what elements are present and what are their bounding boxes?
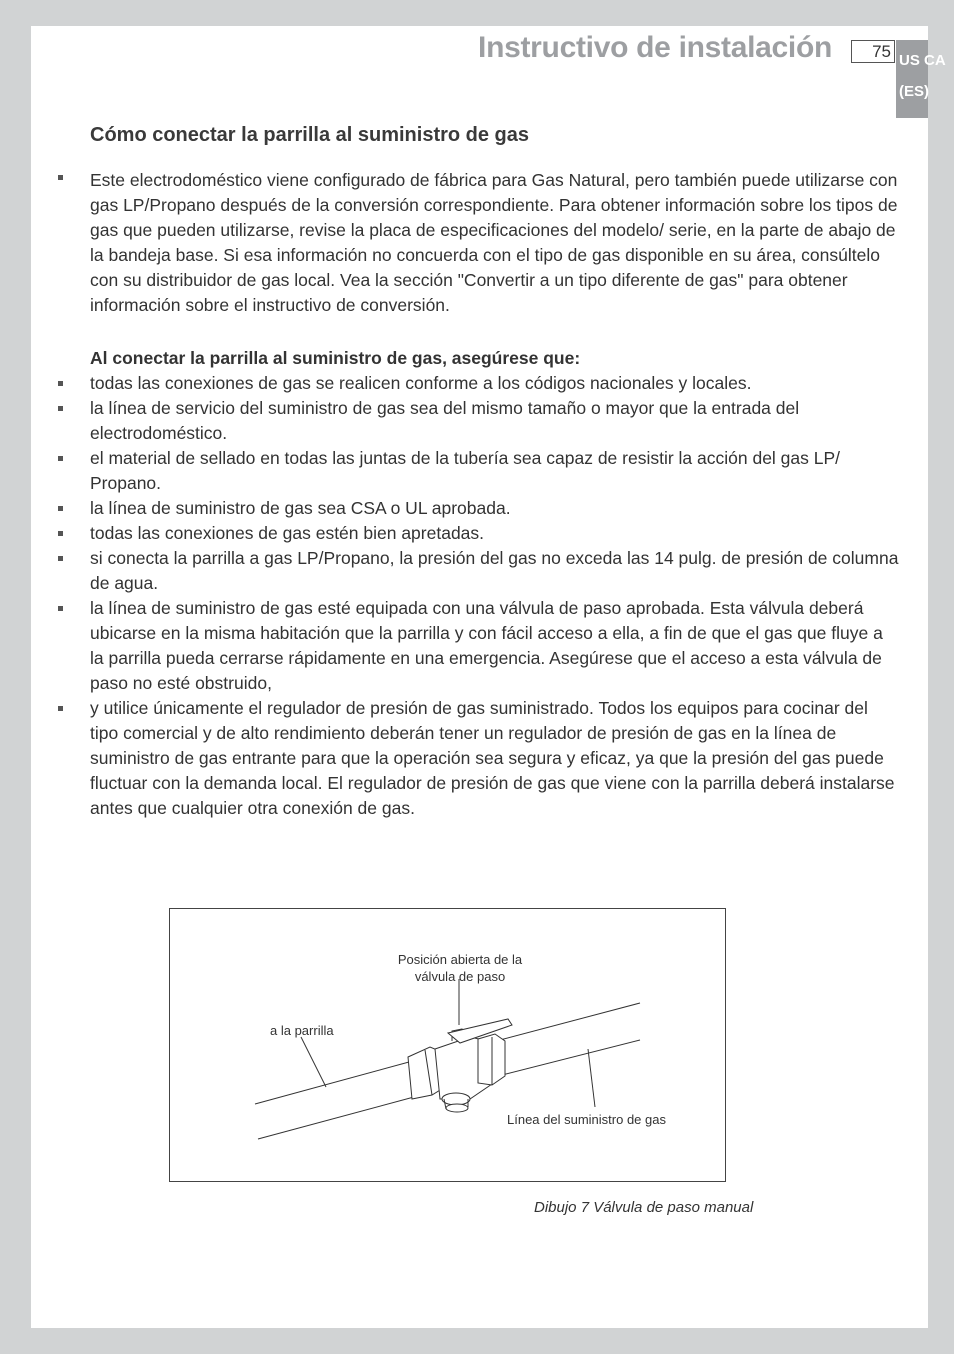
- bullet-icon: [58, 506, 63, 511]
- language-tab-line1: US CA: [899, 52, 946, 69]
- language-tab: [896, 40, 946, 118]
- bullet-icon: [58, 706, 63, 711]
- label-to-grill: a la parrilla: [270, 1023, 334, 1038]
- figure-caption: Dibujo 7 Válvula de paso manual: [534, 1199, 754, 1216]
- pipe-edge: [500, 1003, 640, 1040]
- checklist-heading: Al conectar la parrilla al suministro de gas, asegúrese que:: [90, 348, 581, 368]
- list-item: [90, 696, 900, 821]
- list-item: [90, 496, 900, 521]
- valve-outlet: [446, 1104, 468, 1112]
- list-item-text: la línea de suministro de gas sea CSA o UL aprobada.: [90, 498, 511, 518]
- language-tab-line2: (ES): [899, 83, 929, 100]
- list-item: [90, 596, 900, 696]
- checklist: [90, 371, 900, 821]
- page-title: Instructivo de instalación: [478, 31, 832, 64]
- label-valve-open-line2: válvula de paso: [414, 969, 506, 984]
- list-item: [90, 371, 900, 396]
- page-number: 75: [851, 40, 895, 63]
- bullet-icon: [58, 531, 63, 536]
- leader-grill: [301, 1037, 326, 1087]
- label-valve-open: [370, 951, 550, 985]
- intro-bullet-icon: [58, 175, 63, 180]
- valve-figure: [169, 908, 726, 1182]
- label-valve-open-line1: Posición abierta de la: [397, 952, 523, 967]
- pipe-edge: [258, 1094, 425, 1139]
- list-item: [90, 396, 900, 446]
- intro-paragraph: Este electrodoméstico viene configurado de fábrica para Gas Natural, pero también puede utilizarse con gas LP/Propano después de la conversión correspondiente. Para obtener información sobre los tipos de gas que pueden utilizarse, revise la placa de especificaciones del modelo/ serie, en la parte de abajo de la bandeja base. Si esa información no concuerda con el tipo de gas disponible en su área, consúltelo con su distribuidor de gas local. Vea la sección "Convertir a un tipo diferente de gas" para obtener información sobre el instructivo de conversión.: [90, 170, 898, 315]
- list-item: [90, 446, 900, 496]
- pipe-edge: [502, 1040, 640, 1075]
- pipe-edge: [255, 1059, 420, 1104]
- bullet-icon: [58, 381, 63, 386]
- list-item-text: la línea de suministro de gas esté equipada con una válvula de paso aprobada. Esta válvula deberá ubicarse en la misma habitación que la parrilla y con fácil acceso a ella, a fin de que el gas que fluye a la parrilla pueda cerrarse rápidamente en una emergencia. Asegúrese que el acceso a esta válvula de paso no esté obstruido,: [90, 598, 883, 693]
- bullet-icon: [58, 606, 63, 611]
- valve-bottom: [442, 1093, 470, 1105]
- list-item: [90, 546, 900, 596]
- bullet-icon: [58, 406, 63, 411]
- list-item-text: si conecta la parrilla a gas LP/Propano, la presión del gas no exceda las 14 pulg. de presión de columna de agua.: [90, 548, 899, 593]
- bullet-icon: [58, 556, 63, 561]
- list-item: [90, 521, 900, 546]
- list-item-text: y utilice únicamente el regulador de presión de gas suministrado. Todos los equipos para cocinar del tipo comercial y de alto rendimiento deberán tener un regulador de presión de gas en la línea de suministro de gas entrante para que la operación sea segura y eficaz, ya que la presión del gas puede fluctuar con la demanda local. El regulador de presión de gas que viene con la parrilla deberá instalarse antes que cualquier otra conexión de gas.: [90, 698, 895, 818]
- section-heading: Cómo conectar la parrilla al suministro de gas: [90, 124, 530, 146]
- list-item-text: todas las conexiones de gas estén bien apretadas.: [90, 523, 485, 543]
- label-supply-line: Línea del suministro de gas: [507, 1112, 666, 1127]
- list-item-text: todas las conexiones de gas se realicen conforme a los códigos nacionales y locales.: [90, 373, 752, 393]
- list-item-text: el material de sellado en todas las juntas de la tubería sea capaz de resistir la acción del gas LP/ Propano.: [90, 448, 841, 493]
- bullet-icon: [58, 456, 63, 461]
- list-item-text: la línea de servicio del suministro de gas sea del mismo tamaño o mayor que la entrada del electrodoméstico.: [90, 398, 800, 443]
- leader-supply: [588, 1049, 595, 1107]
